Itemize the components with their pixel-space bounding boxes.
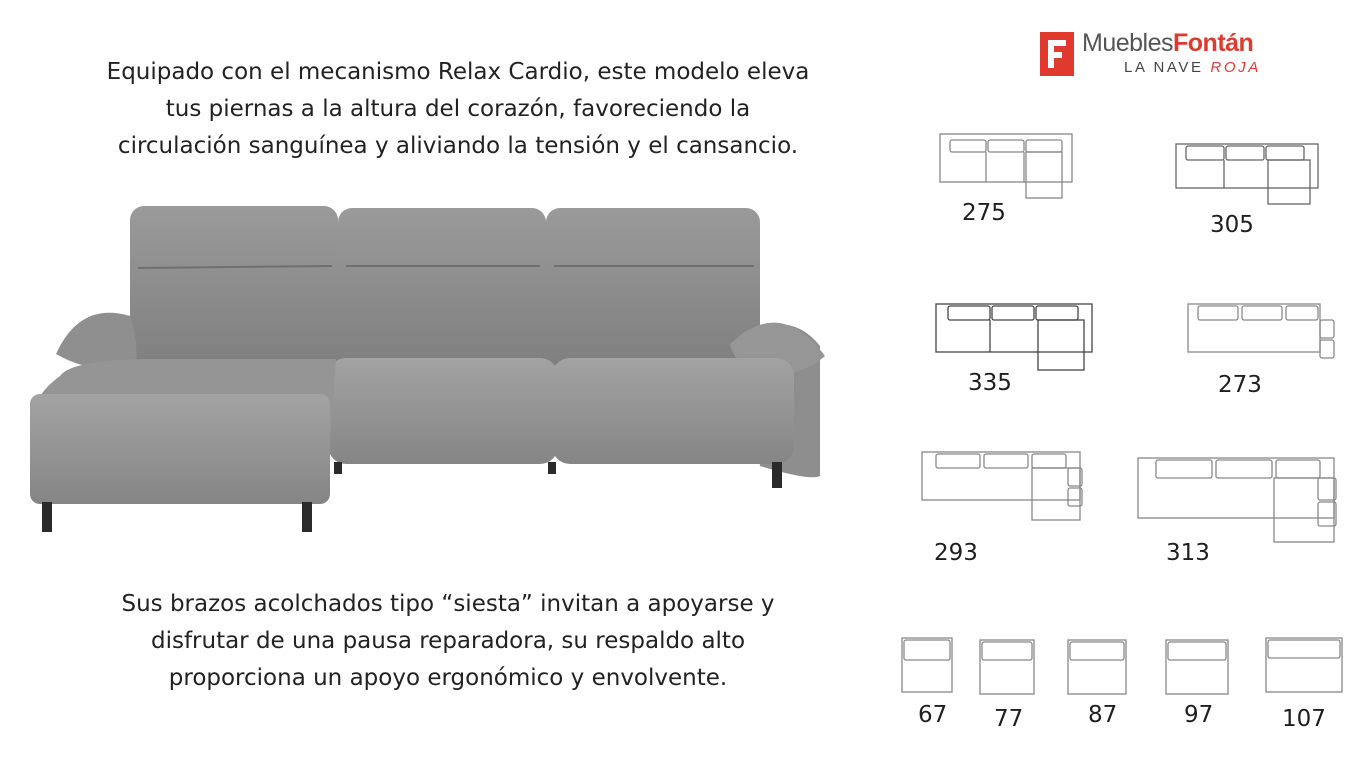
config-label-305: 305 [1210,212,1254,238]
brand-tagline-part-1: LA NAVE [1124,59,1204,76]
brand-name [1082,29,1253,58]
description-bottom-line-1: Sus brazos acolchados tipo “siesta” invitan a apoyarse y [121,591,775,617]
module-label-67: 67 [918,702,948,728]
module-diagram-97 [1164,638,1230,696]
module-diagram-67 [900,636,954,694]
module-label-97: 97 [1184,702,1214,728]
config-label-335: 335 [968,370,1012,396]
config-diagram-293 [920,450,1086,522]
config-diagram-313 [1136,456,1340,544]
brand-tagline [1124,59,1261,76]
config-diagram-305 [1174,142,1322,208]
config-diagram-275 [938,132,1076,200]
module-label-87: 87 [1088,702,1118,728]
description-top-line-1: Equipado con el mecanismo Relax Cardio, este modelo eleva [106,59,810,85]
config-diagram-335 [934,302,1094,374]
description-top [70,54,846,165]
module-label-107: 107 [1282,706,1326,732]
module-diagram-77 [978,638,1036,696]
brand-name-part-2: Fontán [1173,29,1254,57]
module-diagram-87 [1066,638,1128,696]
module-label-77: 77 [994,706,1024,732]
description-top-line-3: circulación sanguínea y aliviando la tensión y el cansancio. [117,133,799,159]
description-top-line-2: tus piernas a la altura del corazón, favoreciendo la [165,96,751,122]
config-label-275: 275 [962,200,1006,226]
description-bottom-line-3: proporciona un apoyo ergonómico y envolvente. [168,665,728,691]
description-bottom-line-2: disfrutar de una pausa reparadora, su respaldo alto [150,628,746,654]
config-label-313: 313 [1166,540,1210,566]
module-diagram-107 [1264,636,1344,694]
brand-name-part-1: Muebles [1082,29,1173,57]
brand-logo [1040,29,1300,80]
config-label-273: 273 [1218,372,1262,398]
config-diagram-273 [1186,302,1338,360]
sofa-image [20,196,840,536]
brand-tagline-part-2: ROJA [1210,59,1261,76]
description-bottom [90,586,806,697]
config-label-293: 293 [934,540,978,566]
brand-logo-icon [1040,32,1074,76]
